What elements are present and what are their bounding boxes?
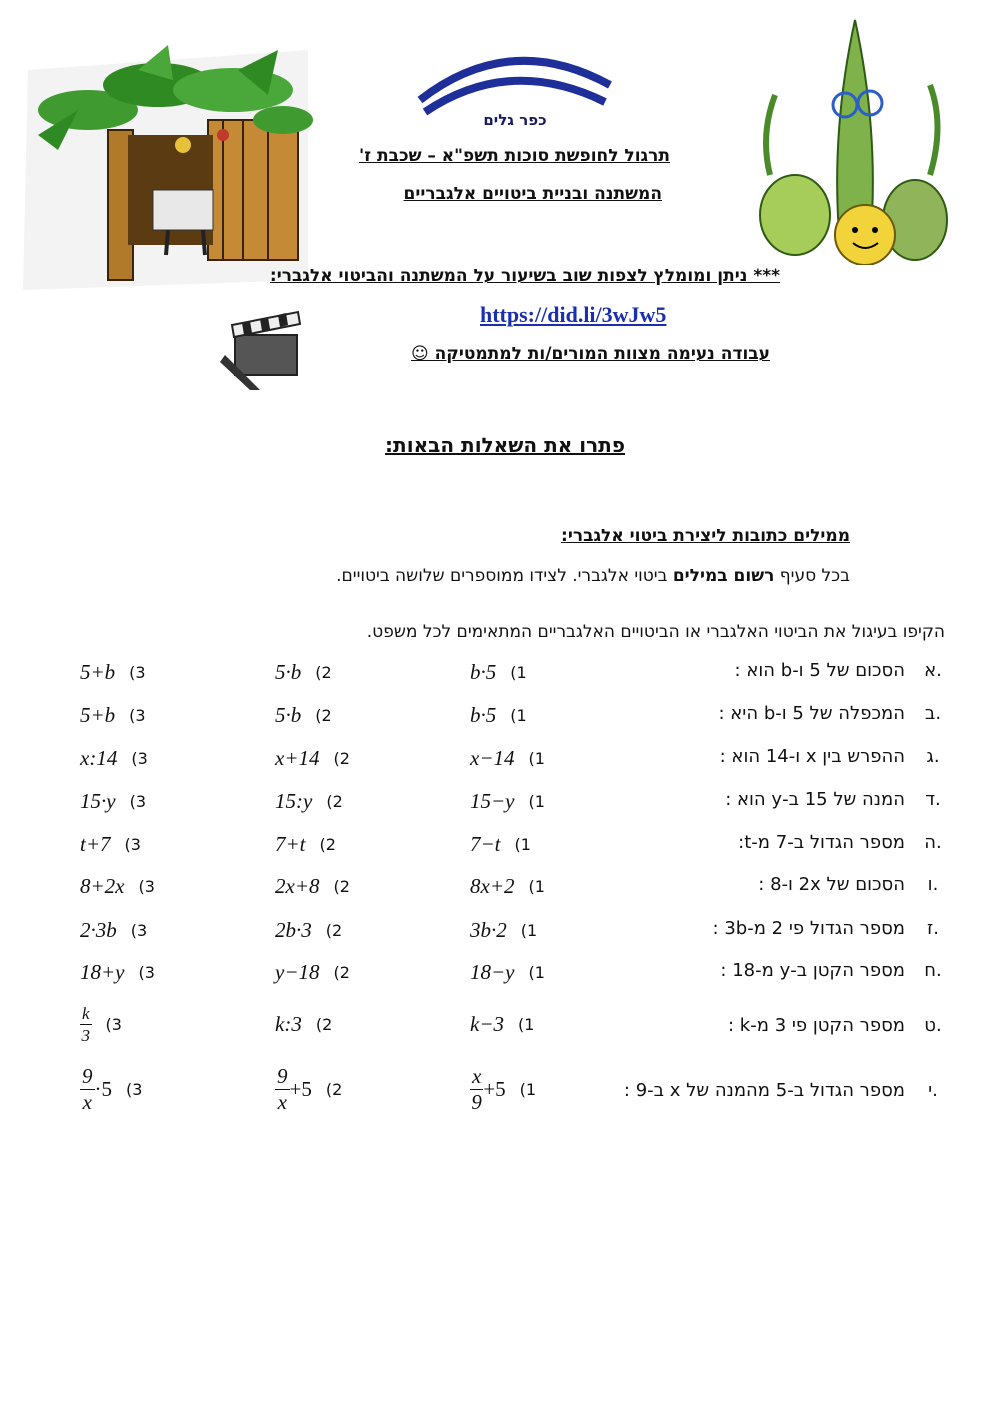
answer-option[interactable] [470,958,550,986]
option-expression: 5·b [275,702,302,727]
answer-option[interactable] [275,872,355,900]
question-text: מספר הקטן פי 3 מ-k : [728,1015,905,1036]
answer-option[interactable] [275,744,355,772]
main-title: פתרו את השאלות הבאות: [385,433,625,457]
question-letter: י. [928,1080,938,1101]
option-number: (3 [131,748,148,768]
option-expression: 8x+2 [470,873,515,898]
option-number: (2 [325,920,343,940]
option-expression: k−3 [470,1011,504,1036]
option-number: (3 [126,1079,143,1099]
option-number: (1 [528,791,545,811]
title-line2: המשתנה ובניית ביטויים אלגבריים [403,184,662,204]
video-note: *** ניתן ומומלץ לצפות שוב בשיעור על המשתנה והביטוי אלגברי: [269,266,780,286]
option-expression: x−14 [470,745,515,770]
answer-option[interactable] [80,958,160,986]
option-number: (3 [138,962,155,982]
option-expression: 15−y [470,788,515,813]
option-number: (1 [510,662,527,682]
question-text: המכפלה של 5 ו-b היא : [718,703,905,724]
option-expression: 7+t [275,831,306,856]
question-letter: ה. [924,832,942,853]
four-species-illustration [750,15,950,265]
option-number: (1 [528,748,545,768]
answer-option[interactable] [80,999,160,1049]
answer-option[interactable] [80,916,160,944]
question-letter: ב. [924,703,942,724]
answer-option[interactable] [80,787,160,815]
teachers-wish: עבודה נעימה מצוות המורים/ות למתמטיקה ☺ [410,344,770,364]
option-expression: 2b·3 [275,917,312,942]
instruction-part2: ביטוי אלגברי. לצידו ממוספרים שלושה ביטויים. [336,566,668,586]
answer-option[interactable] [470,701,550,729]
option-number: (1 [514,834,531,854]
option-number: (2 [325,1079,343,1099]
option-number: (3 [129,791,146,811]
answer-option[interactable] [470,916,550,944]
option-number: (3 [129,705,146,725]
option-expression: $\frac{9}{x}$ +5 [277,1063,312,1114]
option-number: (1 [520,920,538,940]
question-letter: א. [924,660,942,681]
option-number: (3 [130,920,148,940]
option-expression: 3b·2 [470,917,507,942]
option-number: (1 [518,1014,535,1034]
option-expression: 5+b [80,702,116,727]
answer-option[interactable] [275,701,355,729]
answer-option[interactable] [80,701,160,729]
question-text: הסכום של 5 ו-b הוא : [734,660,905,681]
option-number: (1 [510,705,527,725]
option-number: (2 [333,748,350,768]
title-line1: תרגול לחופשת סוכות תשפ"א – שכבת ז' [359,146,670,166]
question-text: מספר הגדול ב-5 מהמנה של x ב-9 : [623,1080,905,1101]
option-expression: 18−y [470,959,515,984]
question-letter: ז. [927,918,939,939]
answer-option[interactable] [275,830,355,858]
question-letter: ו. [927,874,939,895]
answer-option[interactable] [275,916,355,944]
option-expression: 7−t [470,831,501,856]
instruction-line2: הקיפו בעיגול את הביטוי האלגברי או הביטויים האלגבריים המתאימים לכל משפט. [366,622,945,642]
option-expression: 8+2x [80,873,125,898]
question-text: הסכום של 2x ו-8 : [758,874,905,895]
option-number: (2 [315,662,332,682]
option-expression: $\frac{x}{9}$ +5 [471,1063,506,1114]
question-text: מספר הגדול ב-7 מ-t: [738,832,905,853]
answer-option[interactable] [470,658,550,686]
answer-option[interactable] [80,872,160,900]
option-expression: x+14 [275,745,320,770]
option-expression: k:3 [275,1011,302,1036]
answer-option[interactable] [275,1064,355,1114]
question-text: מספר הגדול פי 2 מ-3b : [712,918,905,939]
answer-option[interactable] [275,658,355,686]
option-expression: $\frac{9}{x}$ ·5 [82,1063,112,1114]
option-expression: y−18 [275,959,320,984]
question-text: המנה של 15 ב-y הוא : [725,789,905,810]
answer-option[interactable] [80,830,160,858]
instruction-part1: בכל סעיף [779,566,850,586]
option-expression: 5+b [80,659,116,684]
answer-option[interactable] [80,744,160,772]
answer-option[interactable] [275,958,355,986]
option-number: (2 [326,791,343,811]
answer-option[interactable] [470,787,550,815]
instruction-line [250,566,850,586]
option-expression: b·5 [470,702,497,727]
option-number: (2 [315,705,332,725]
answer-option[interactable] [470,744,550,772]
option-expression: 15·y [80,788,116,813]
option-number: (3 [124,834,141,854]
option-expression: $\frac{k}{3}$ [81,1003,91,1045]
answer-option[interactable] [470,872,550,900]
option-number: (2 [333,876,350,896]
option-expression: t+7 [80,831,111,856]
section-title: ממילים כתובות ליצירת ביטוי אלגברי: [561,526,850,546]
answer-option[interactable] [275,999,355,1049]
clapperboard-icon [220,300,305,390]
answer-option[interactable] [275,787,355,815]
question-letter: ח. [924,960,942,981]
question-letter: ג. [926,746,940,767]
option-expression: 18+y [80,959,125,984]
option-expression: 5·b [275,659,302,684]
option-number: (3 [138,876,155,896]
school-logo [410,40,620,135]
option-number: (1 [528,962,545,982]
option-number: (3 [105,1014,122,1034]
option-expression: x:14 [80,745,118,770]
question-letter: ט. [924,1015,942,1036]
question-text: ההפרש בין x ו-14 הוא : [719,746,905,767]
answer-option[interactable] [80,658,160,686]
instruction-bold: רשום במילים [672,566,775,586]
answer-option[interactable] [470,1064,550,1114]
answer-option[interactable] [470,830,550,858]
answer-option[interactable] [470,999,550,1049]
option-number: (3 [129,662,146,682]
option-expression: 2·3b [80,917,117,942]
video-link[interactable]: https://did.li/3wJw5 [480,302,667,327]
option-expression: b·5 [470,659,497,684]
option-expression: 2x+8 [275,873,320,898]
school-name: כפר גלים [483,111,547,129]
option-number: (2 [319,834,336,854]
sukkah-illustration [18,40,318,290]
question-letter: ד. [925,789,941,810]
question-text: מספר הקטן ב-y מ-18 : [720,960,905,981]
answer-option[interactable] [80,1064,160,1114]
option-number: (2 [315,1014,333,1034]
option-number: (2 [333,962,350,982]
option-number: (1 [528,876,545,896]
option-number: (1 [519,1079,537,1099]
option-expression: 15:y [275,788,313,813]
